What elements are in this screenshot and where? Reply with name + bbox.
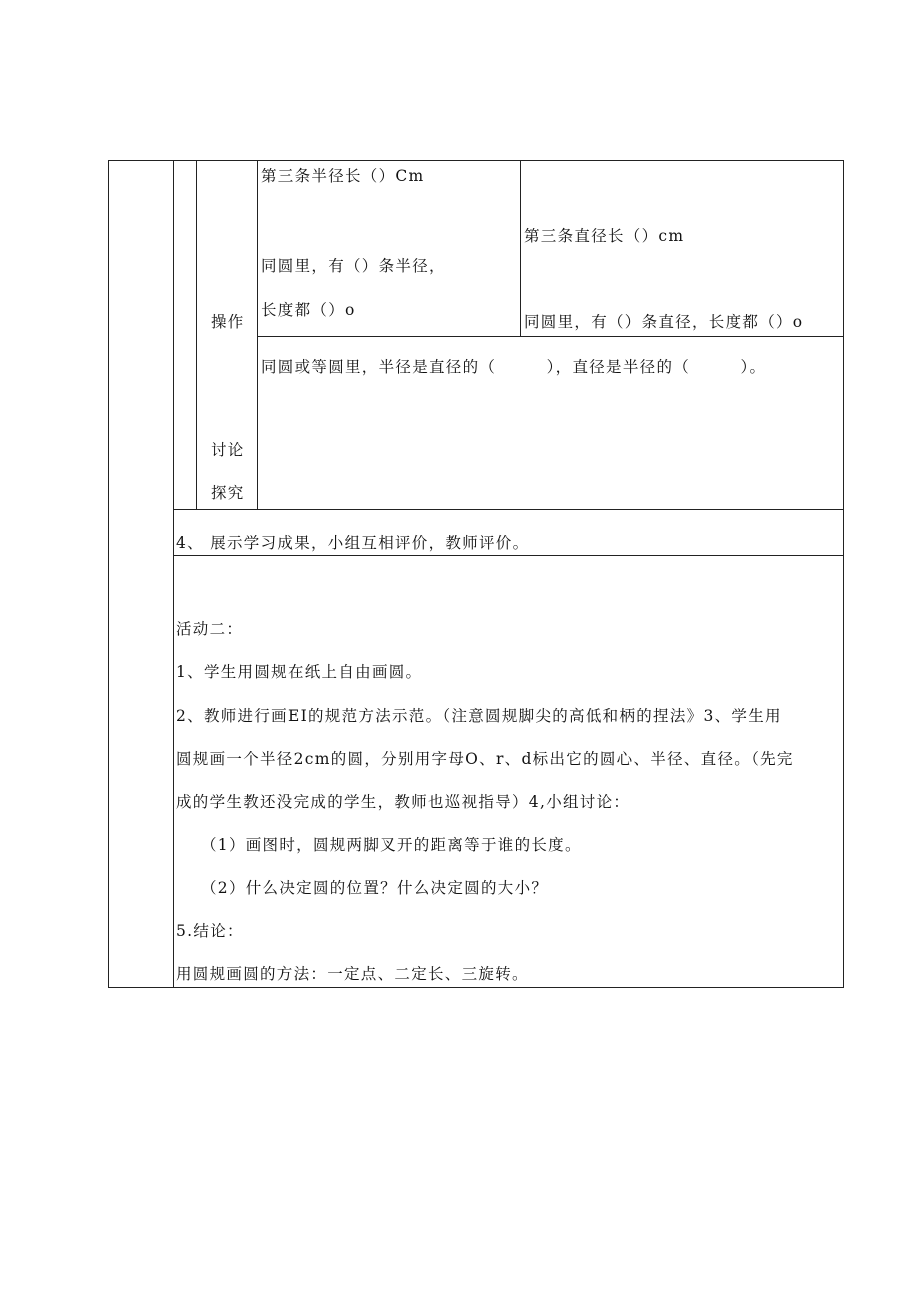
conclusion-text: 用圆规画圆的方法：一定点、二定长、三旋转。 <box>176 965 529 983</box>
operate-label: 操作 <box>211 313 245 331</box>
column-divider-4 <box>520 160 521 337</box>
row-divider-3 <box>173 555 844 556</box>
discuss-label: 讨论 <box>211 441 245 459</box>
discussion-question-2: （2）什么决定圆的位置？什么决定圆的大小？ <box>201 879 549 897</box>
column-divider-1 <box>173 160 174 988</box>
conclusion-heading: 5.结论： <box>176 922 244 940</box>
column-divider-3 <box>257 160 258 510</box>
explore-label: 探究 <box>211 484 245 502</box>
radius-count-text: 同圆里，有（）条半径， <box>261 257 446 275</box>
diameter-summary-text: 同圆里，有（）条直径，长度都（）o <box>524 313 804 331</box>
activity2-item2-line3: 成的学生教还没完成的学生，教师也巡视指导）4,小组讨论： <box>176 793 631 811</box>
row-divider-1 <box>257 336 844 337</box>
relation-statement-text: 同圆或等圆里，半径是直径的（ ），直径是半径的（ ）。 <box>261 358 767 376</box>
activity2-item2-line2: 圆规画一个半径2cm的圆，分别用字母O、r、d标出它的圆心、半径、直径。（先完 <box>176 750 794 768</box>
column-divider-2 <box>196 160 197 510</box>
radius-length-text: 长度都（）o <box>261 301 356 319</box>
row-divider-2 <box>173 509 844 510</box>
table-bottom-border <box>108 987 844 988</box>
discussion-question-1: （1）画图时，圆规两脚叉开的距离等于谁的长度。 <box>201 836 582 854</box>
activity2-heading: 活动二： <box>176 620 244 638</box>
table-top-border <box>108 160 844 161</box>
step4-text: 4、 展示学习成果，小组互相评价，教师评价。 <box>176 534 530 552</box>
radius-third-text: 第三条半径长（）Cm <box>261 167 425 185</box>
activity2-item2-line1: 2、教师进行画EI的规范方法示范。（注意圆规脚尖的高低和柄的捏法》3、学生用 <box>176 707 782 725</box>
diameter-third-text: 第三条直径长（）cm <box>524 227 685 245</box>
table-left-border <box>108 160 109 988</box>
activity2-item1: 1、学生用圆规在纸上自由画圆。 <box>176 663 423 681</box>
table-right-border <box>843 160 844 988</box>
